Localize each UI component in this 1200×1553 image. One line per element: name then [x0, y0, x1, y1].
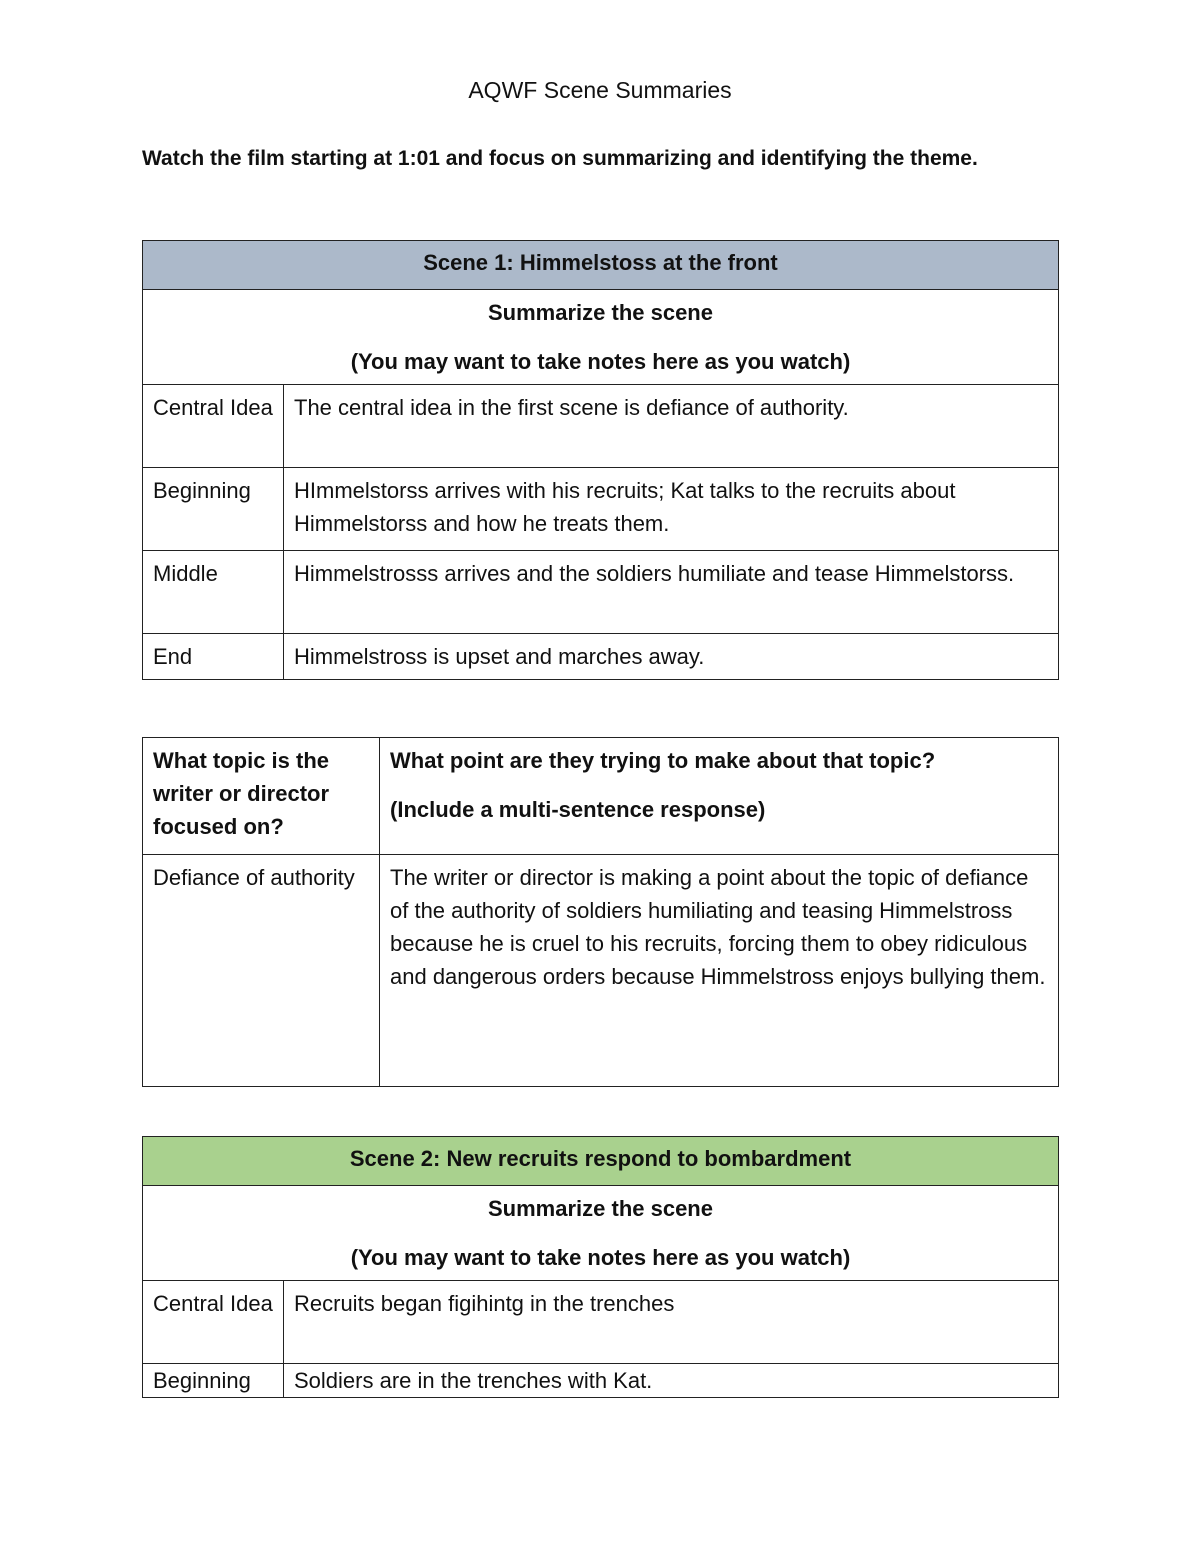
scene2-summarize-cell: [143, 1186, 1059, 1281]
scene1-summarize-cell: [143, 290, 1059, 385]
theme-table: [142, 737, 1059, 1087]
point-question-cell: [380, 738, 1059, 855]
scene2-header: Scene 2: New recruits respond to bombardment: [143, 1137, 1059, 1186]
table-row: [143, 551, 1059, 634]
row-label: End: [143, 634, 284, 680]
row-label: Beginning: [143, 468, 284, 551]
scene1-notes-label: (You may want to take notes here as you watch): [350, 349, 851, 374]
table-row: [143, 634, 1059, 680]
row-text: Himmelstrosss arrives and the soldiers humiliate and tease Himmelstorss.: [284, 551, 1059, 634]
point-question: What point are they trying to make about that topic?: [390, 748, 936, 773]
scene1-summarize-label: Summarize the scene: [488, 300, 713, 325]
table-row: [143, 1364, 1059, 1398]
page-title: AQWF Scene Summaries: [468, 77, 732, 103]
instructions: Watch the film starting at 1:01 and focus on summarizing and identifying the theme.: [142, 147, 978, 170]
row-text: The central idea in the first scene is defiance of authority.: [284, 385, 1059, 468]
row-text: HImmelstorss arrives with his recruits; Kat talks to the recruits about Himmelstorss and how he treats them.: [284, 468, 1059, 551]
scene1-header: Scene 1: Himmelstoss at the front: [143, 241, 1059, 290]
row-label: Middle: [143, 551, 284, 634]
row-text: Himmelstross is upset and marches away.: [284, 634, 1059, 680]
point-question-note: (Include a multi-sentence response): [390, 797, 766, 822]
table-row: [143, 1281, 1059, 1364]
topic-answer: Defiance of authority: [143, 855, 380, 1087]
scene2-notes-label: (You may want to take notes here as you watch): [350, 1245, 851, 1270]
row-label: Central Idea: [143, 1281, 284, 1364]
row-label: Beginning: [143, 1364, 284, 1398]
scene2-summarize-label: Summarize the scene: [488, 1196, 713, 1221]
row-label: Central Idea: [143, 385, 284, 468]
scene1-table: [142, 240, 1059, 680]
row-text: Soldiers are in the trenches with Kat.: [284, 1364, 1059, 1398]
table-row: [143, 468, 1059, 551]
scene2-table: [142, 1136, 1059, 1398]
topic-question: What topic is the writer or director focused on?: [143, 738, 380, 855]
row-text: Recruits began figihintg in the trenches: [284, 1281, 1059, 1364]
table-row: [143, 385, 1059, 468]
point-answer: The writer or director is making a point about the topic of defiance of the authority of soldiers humiliating and teasing Himmelstross because he is cruel to his recruits, forcing them to obey ridiculous and dangerous orders because Himmelstross enjoys bullying them.: [380, 855, 1059, 1087]
